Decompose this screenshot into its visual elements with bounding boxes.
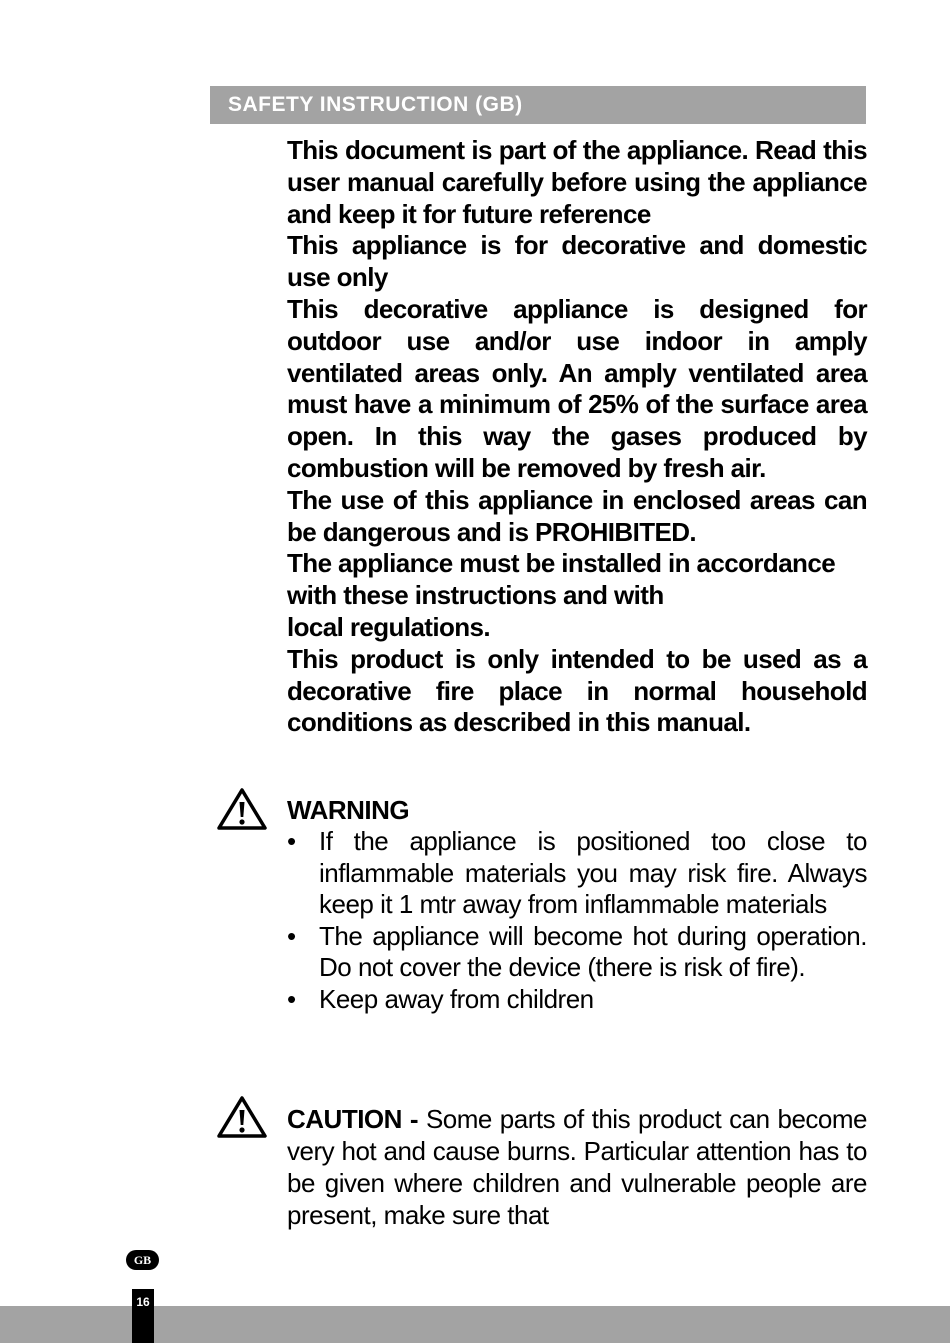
section-title: SAFETY INSTRUCTION (GB): [228, 93, 523, 116]
list-item-text: Keep away from children: [319, 983, 594, 1014]
language-badge: GB: [126, 1250, 159, 1270]
caution-section: [287, 1103, 867, 1231]
list-item: [287, 826, 867, 921]
intro-paragraph: This decorative appliance is designed for outdoor use and/or use indoor in amply ventilated areas only. An amply ventilated area must have a minimum of 25% of the surface area open. In this way the gases produced by combustion will be removed by fresh air.: [287, 293, 867, 483]
intro-text: [287, 135, 867, 739]
page-number: 16: [132, 1289, 154, 1343]
section-header: [210, 86, 866, 124]
bullet-icon: •: [287, 826, 296, 856]
warning-list: [287, 826, 867, 1016]
bullet-icon: •: [287, 983, 296, 1014]
warning-triangle-icon: [216, 787, 268, 831]
list-item-text: The appliance will become hot during operation. Do not cover the device (there is risk of fire).: [319, 920, 867, 983]
intro-paragraph: The use of this appliance in enclosed areas can be dangerous and is PROHIBITED.: [287, 484, 867, 547]
caution-label: CAUTION -: [287, 1104, 419, 1134]
bullet-icon: •: [287, 920, 296, 951]
caution-text: Some parts of this product can become very hot and cause burns. Particular attention has to be given where children and vulnerable people are present, make sure that: [287, 1104, 867, 1230]
warning-triangle-icon: [216, 1095, 268, 1139]
warning-section: [287, 794, 867, 1016]
intro-paragraph: The appliance must be installed in accordance with these instructions and with: [287, 548, 836, 611]
intro-paragraph: local regulations.: [287, 611, 491, 642]
warning-title: WARNING: [287, 795, 410, 825]
list-item: [287, 984, 867, 1016]
intro-paragraph: This document is part of the appliance. Read this user manual carefully before using the appliance and keep it for future reference: [287, 135, 867, 229]
intro-paragraph: This appliance is for decorative and domestic use only: [287, 230, 867, 293]
list-item: [287, 921, 867, 984]
intro-paragraph: This product is only intended to be used as a decorative fire place in normal household conditions as described in this manual.: [287, 643, 867, 738]
list-item-text: If the appliance is positioned too close to inflammable materials you may risk fire. Always keep it 1 mtr away from inflammable materials: [319, 826, 867, 920]
